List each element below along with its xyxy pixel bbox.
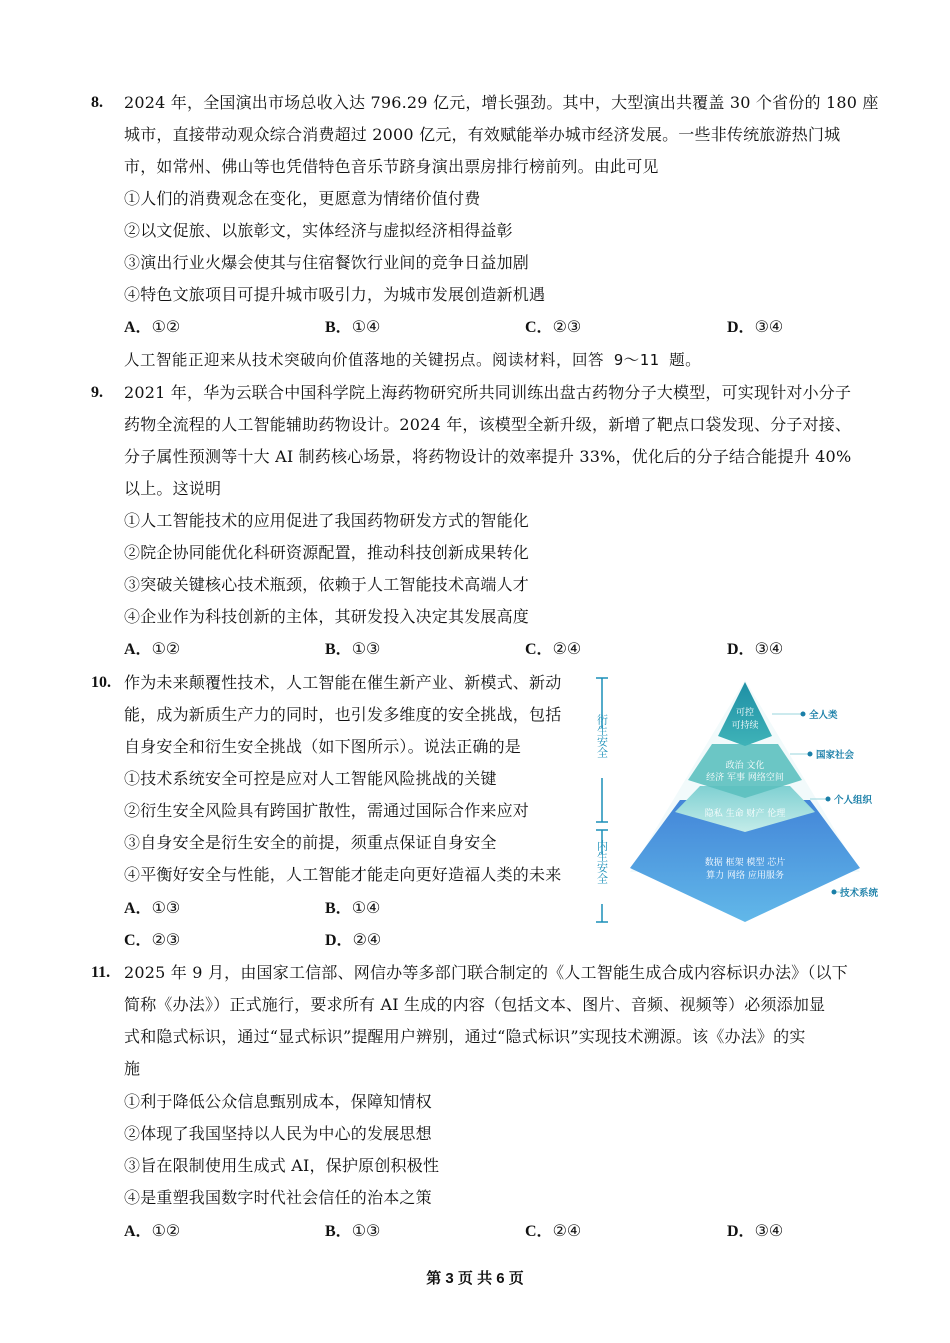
level-2-line-1: 政治 文化 [725, 761, 765, 771]
q10-stem-line: 自身安全和衍生安全挑战（如下图所示）。说法正确的是 [124, 737, 522, 756]
q10-stem-line: 作为未来颠覆性技术，人工智能在催生新产业、新模式、新动 [124, 673, 562, 692]
q8-statement-1: ①人们的消费观念在变化，更愿意为情绪价值付费 [124, 189, 481, 208]
tag-dot [832, 890, 837, 895]
level-2-line-2: 经济 军事 网络空间 [706, 773, 784, 783]
q9-statement-4: ④企业作为科技创新的主体，其研发投入决定其发展高度 [124, 607, 530, 626]
q8-statement-2: ②以文促旅、以旅彰文，实体经济与虚拟经济相得益彰 [124, 221, 513, 240]
q9-stem-line: 2021 年，华为云联合中国科学院上海药物研究所共同训练出盘古药物分子大模型，可实现针对小分子 [124, 383, 852, 402]
q11-number: 11. [91, 964, 111, 981]
q8-stem-line: 2024 年，全国演出市场总收入达 796.29 亿元，增长强劲。其中，大型演出共覆盖 30 个省份的 180 座 [124, 93, 879, 112]
q10-option-d[interactable]: D．②④ [325, 930, 382, 949]
q8-option-d[interactable]: D．③④ [727, 317, 784, 336]
q11-stem-line: 简称《办法》）正式施行，要求所有 AI 生成的内容（包括文本、图片、音频、视频等）必须添加显 [124, 995, 826, 1014]
security-pyramid-diagram [590, 672, 890, 928]
level-1-line-2: 可持续 [731, 721, 759, 731]
q10-number: 10. [91, 674, 111, 691]
q9-statement-3: ③突破关键核心技术瓶颈，依赖于人工智能技术高端人才 [124, 575, 530, 594]
q9-option-c[interactable]: C．②④ [525, 639, 582, 658]
q9-statement-2: ②院企协同能优化科研资源配置，推动科技创新成果转化 [124, 543, 530, 562]
level-4-line-1: 数据 框架 模型 芯片 [704, 858, 786, 868]
q10-stem-line: 能，成为新质生产力的同时，也引发多维度的安全挑战，包括 [124, 705, 562, 724]
q10-statement-2: ②衍生安全风险具有跨国扩散性，需通过国际合作来应对 [124, 801, 530, 820]
q8-statement-4: ④特色文旅项目可提升城市吸引力，为城市发展创造新机遇 [124, 285, 546, 304]
q10-option-b[interactable]: B．①④ [325, 898, 381, 917]
q10-statement-1: ①技术系统安全可控是应对人工智能风险挑战的关键 [124, 769, 497, 788]
tag-dot [801, 712, 806, 717]
q10-statement-4: ④平衡好安全与性能，人工智能才能走向更好造福人类的未来 [124, 865, 562, 884]
q11-statement-4: ④是重塑我国数字时代社会信任的治本之策 [124, 1188, 432, 1207]
q8-option-a[interactable]: A．①② [124, 317, 181, 336]
q8-number: 8. [91, 94, 103, 111]
q9-option-d[interactable]: D．③④ [727, 639, 784, 658]
tag-humanity: 全人类 [809, 710, 838, 721]
q9-stem-line: 分子属性预测等十大 AI 制药核心场景，将药物设计的效率提升 33%，优化后的分子结合能提升 40% [124, 447, 852, 466]
q9-stem-line: 药物全流程的人工智能辅助药物设计。2024 年，该模型全新升级，新增了靶点口袋发现、分子对接、 [124, 415, 852, 434]
level-3-line-1: 隐私 生命 财产 伦理 [704, 809, 786, 819]
q11-stem-line: 式和隐式标识，通过“显式标识”提醒用户辨别，通过“隐式标识”实现技术溯源。该《办法》的实 [124, 1027, 806, 1046]
q11-statement-1: ①利于降低公众信息甄别成本，保障知情权 [124, 1092, 432, 1111]
q11-statement-3: ③旨在限制使用生成式 AI，保护原创积极性 [124, 1156, 440, 1175]
q8-statement-3: ③演出行业火爆会使其与住宿餐饮行业间的竞争日益加剧 [124, 253, 530, 272]
tag-dot [826, 797, 831, 802]
tag-tech-system: 技术系统 [840, 888, 879, 899]
q9-statement-1: ①人工智能技术的应用促进了我国药物研发方式的智能化 [124, 511, 530, 530]
q11-option-d[interactable]: D．③④ [727, 1221, 784, 1240]
q11-option-a[interactable]: A．①② [124, 1221, 181, 1240]
derived-security-label: 衍生安全 [595, 714, 609, 758]
q9-stem-line: 以上。这说明 [124, 479, 222, 498]
q10-statement-3: ③自身安全是衍生安全的前提，须重点保证自身安全 [124, 833, 497, 852]
inherent-security-label: 内生安全 [595, 840, 609, 884]
q11-option-c[interactable]: C．②④ [525, 1221, 582, 1240]
page-footer: 第 3 页 共 6 页 [426, 1270, 524, 1287]
q11-stem-line: 2025 年 9 月，由国家工信部、网信办等多部门联合制定的《人工智能生成合成内容标识办法》（以下 [124, 963, 848, 982]
q8-stem-line: 市，如常州、佛山等也凭借特色音乐节跻身演出票房排行榜前列。由此可见 [124, 157, 659, 176]
level-4-line-2: 算力 网络 应用服务 [706, 871, 784, 881]
q8-option-b[interactable]: B．①④ [325, 317, 381, 336]
tag-dot [808, 752, 813, 757]
q11-stem-line: 施 [124, 1059, 141, 1078]
q9-number: 9. [91, 384, 103, 401]
tag-individual-org: 个人组织 [834, 795, 873, 806]
q8-option-c[interactable]: C．②③ [525, 317, 582, 336]
level-1-line-1: 可控 [735, 708, 755, 718]
section-intro: 人工智能正迎来从技术突破向价值落地的关键拐点。阅读材料，回答 9～11 题。 [124, 351, 702, 369]
q9-option-a[interactable]: A．①② [124, 639, 181, 658]
tag-state-society: 国家社会 [816, 750, 855, 761]
q11-statement-2: ②体现了我国坚持以人民为中心的发展思想 [124, 1124, 432, 1143]
q11-option-b[interactable]: B．①③ [325, 1221, 381, 1240]
q8-stem-line: 城市，直接带动观众综合消费超过 2000 亿元，有效赋能举办城市经济发展。一些非传统旅游热门城 [124, 125, 841, 144]
q9-option-b[interactable]: B．①③ [325, 639, 381, 658]
q10-option-c[interactable]: C．②③ [124, 930, 181, 949]
q10-option-a[interactable]: A．①③ [124, 898, 181, 917]
